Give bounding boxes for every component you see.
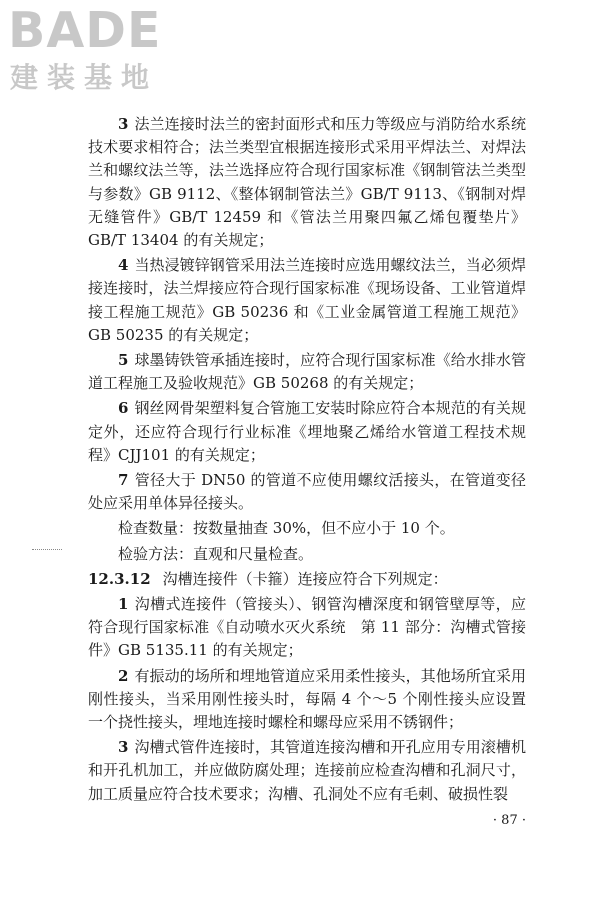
clause-number: 7 bbox=[118, 471, 129, 490]
section-item-3 bbox=[88, 736, 526, 806]
item-number: 3 bbox=[118, 738, 129, 757]
check-quantity: 检查数量：按数量抽查 30%，但不应小于 10 个。 bbox=[118, 519, 455, 538]
clause-item-7 bbox=[88, 469, 526, 515]
clause-item-6 bbox=[88, 397, 526, 467]
clause-item-4 bbox=[88, 254, 526, 347]
item-number: 1 bbox=[118, 595, 129, 614]
clause-text: 钢丝网骨架塑料复合管施工安装时除应符合本规范的有关规定外，还应符合现行行业标准《埋地聚乙烯给水管道工程技术规程》CJJ101 的有关规定； bbox=[88, 399, 526, 464]
clause-number: 6 bbox=[118, 399, 129, 418]
clause-item-3 bbox=[88, 113, 526, 252]
section-number: 12.3.12 bbox=[88, 569, 151, 588]
watermark-logo bbox=[8, 4, 178, 96]
section-item-1 bbox=[88, 593, 526, 663]
page-number: · 87 · bbox=[492, 813, 526, 828]
clause-text: 球墨铸铁管承插连接时，应符合现行国家标准《给水排水管道工程施工及验收规范》GB 50268 的有关规定； bbox=[88, 351, 526, 393]
item-text: 沟槽式管件连接时，其管道连接沟槽和开孔应用专用滚槽机和开孔机加工，并应做防腐处理；连接前应检查沟槽和孔洞尺寸，加工质量应符合技术要求；沟槽、孔洞处不应有毛刺、破损性裂 bbox=[88, 738, 526, 803]
check-method: 检验方法：直观和尺量检查。 bbox=[118, 544, 314, 563]
section-item-2 bbox=[88, 665, 526, 735]
clause-number: 3 bbox=[118, 115, 129, 133]
section-heading bbox=[88, 568, 526, 591]
clause-text: 当热浸镀锌钢管采用法兰连接时应选用螺纹法兰，当必须焊接连接时，法兰焊接应符合现行国家标准《现场设备、工业管道焊接工程施工规范》GB 50236 和《工业金属管道工程施工规范》GB 50235 的有关规定； bbox=[88, 256, 526, 344]
clause-text: 法兰连接时法兰的密封面形式和压力等级应与消防给水系统技术要求相符合；法兰类型宜根据连接形式采用平焊法兰、对焊法兰和螺纹法兰等，法兰选择应符合现行国家标准《钢制管法兰类型与参数》GB 9112、《整体钢制管法兰》GB/T 9113、《钢制对焊无缝管件》GB/T 12459 和《管法兰用聚四氟乙烯包覆垫片》GB/T 13404 的有关规定； bbox=[88, 115, 526, 250]
item-number: 2 bbox=[118, 666, 129, 685]
clause-item-5 bbox=[88, 349, 526, 395]
margin-mark bbox=[32, 549, 62, 550]
item-text: 沟槽式连接件（管接头）、钢管沟槽深度和钢管壁厚等，应符合现行国家标准《自动喷水灭火系统 第 11 部分：沟槽式管接件》GB 5135.11 的有关规定； bbox=[88, 595, 526, 660]
clause-text: 管径大于 DN50 的管道不应使用螺纹活接头，在管道变径处应采用单体异径接头。 bbox=[88, 471, 526, 513]
logo-subtitle: 建装基地 bbox=[10, 61, 159, 94]
section-title: 沟槽连接件（卡箍）连接应符合下列规定： bbox=[162, 569, 448, 588]
clause-number: 4 bbox=[118, 256, 129, 275]
document-body bbox=[88, 113, 526, 808]
clause-number: 5 bbox=[118, 351, 129, 370]
item-text: 有振动的场所和埋地管道应采用柔性接头，其他场所宜采用刚性接头，当采用刚性接头时，每隔 4 个～5 个刚性接头应设置一个挠性接头，埋地连接时螺栓和螺母应采用不锈钢件； bbox=[88, 666, 526, 732]
logo-brand: BADE bbox=[8, 2, 162, 59]
